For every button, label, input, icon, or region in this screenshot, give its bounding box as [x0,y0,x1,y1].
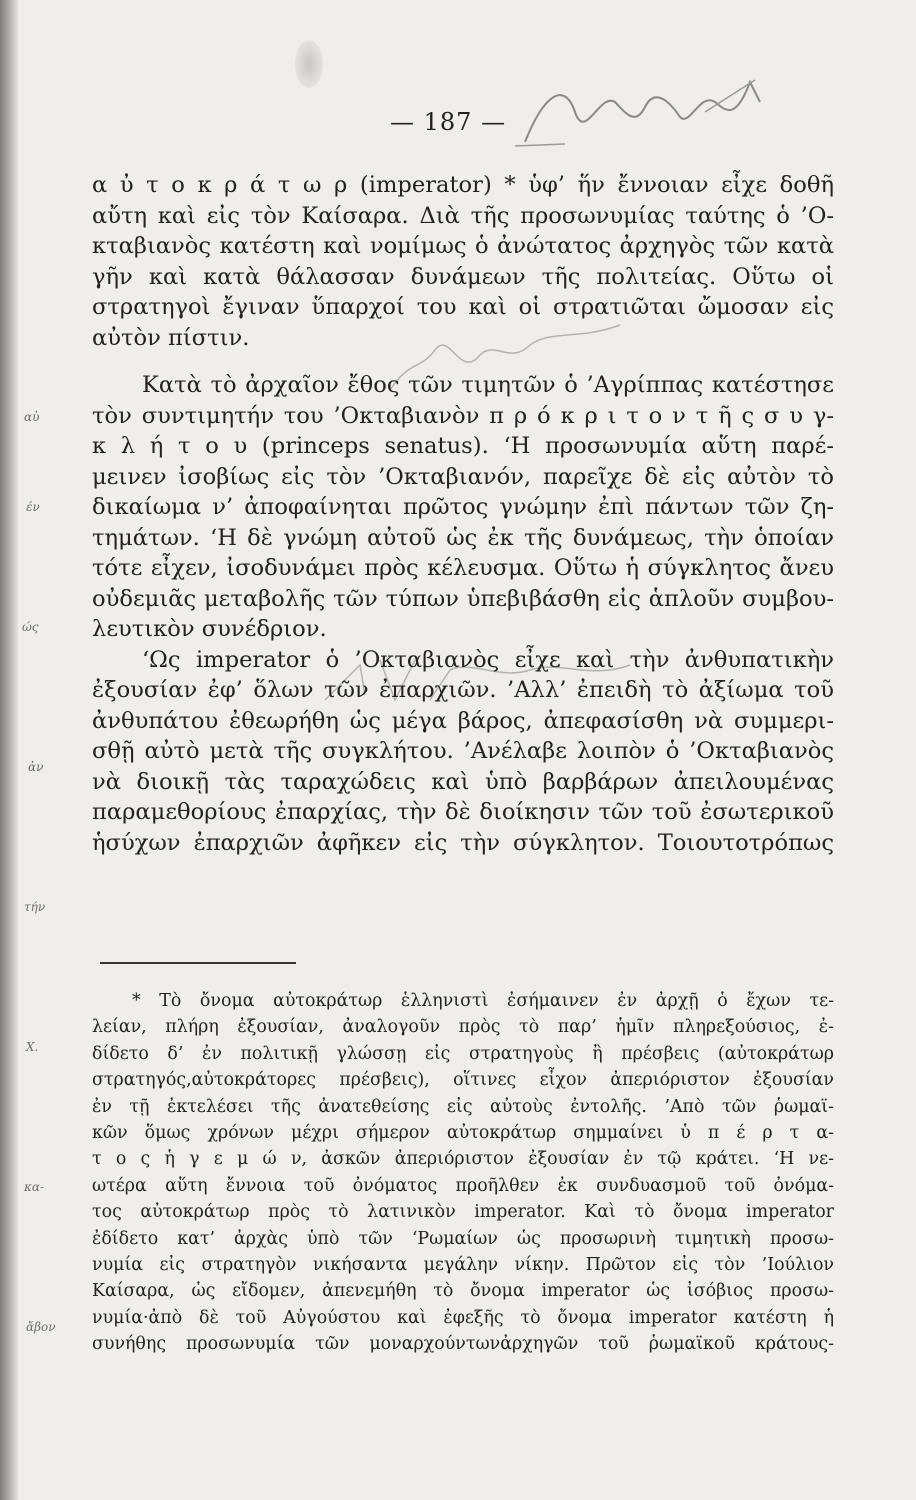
footnote-divider [100,962,296,964]
text-line: δικαίωμα ν’ ἀποφαίνηται πρῶτος γνώμην ἐπὶ πάντων τῶν ζη- [92,494,834,520]
text-line: μεινεν ἰσοβίως εἰς τὸν ’Οκταβιανόν, παρεῖχε δὲ εἰς αὐτὸν τὸ [92,463,834,490]
text-line: λευτικὸν συνέδριον. [92,616,327,642]
footnote-line: συνήθης προσωνυμία τῶν μοναρχούντωνἀρχηγῶν τοῦ ῥωμαϊκοῦ κράτους- [92,1334,834,1355]
text-line: κ λ ή τ ο υ (princeps senatus). ‘Η προσωνυμία αὕτη παρέ- [92,433,834,459]
footnote-line: ωτέρα αὕτη ἔννοια τοῦ ὀνόματος προῆλθεν ἐκ συνδυασμοῦ τοῦ ὀνόμα- [92,1175,834,1196]
footnote-line: δίδετο δ’ ἐν πολιτικῇ γλώσσῃ εἰς στρατηγοὺς ἢ πρέσβεις (αὐτοκράτωρ [92,1043,834,1064]
text-line: α ὐ τ ο κ ρ ά τ ω ρ (imperator) * ὑφ’ ἥν ἔννοιαν εἶχε δοθῆ [92,172,834,198]
footnote-line: κῶν ὅμως χρόνων μέχρι σήμερον αὐτοκράτωρ σημμαίνει ὑ π έ ρ τ α- [92,1123,834,1144]
text-line: γῆν καὶ κατὰ θάλασσαν δυνάμεων τῆς πολιτείας. Οὕτω οἱ [92,263,834,290]
text-line: κταβιανὸς κατέστη καὶ νομίμως ὁ ἀνώτατος ἀρχηγὸς τῶν κατὰ [92,233,834,259]
text-line: παραμεθορίους ἐπαρχίας, τὴν δὲ διοίκησιν τῶν τοῦ ἐσωτερικοῦ [92,799,834,825]
footnote-line: νυμία εἰς στρατηγὸν νικήσαντα μεγάλην νίκην. Πρῶτον εἰς τὸν ’Ιούλιον [92,1255,834,1276]
text-line: ἀνθυπάτου ἐθεωρήθη ὡς μέγα βάρος, ἀπεφασίσθη νὰ συμμερι- [92,707,834,734]
text-line: Κατὰ τὸ ἀρχαῖον ἔθος τῶν τιμητῶν ὁ ’Αγρίππας κατέστησε [142,372,834,398]
footnote-line: στρατηγός,αὐτοκράτορες πρέσβεις), οἵτινες εἶχον ἀπεριόριστον ἐξουσίαν [92,1070,834,1091]
text-line: τὸν συντιμητήν του ’Οκταβιανὸν π ρ ό κ ρ ι τ ο ν τ ῆ ς σ υ γ- [92,402,834,429]
text-line: οὐδεμιᾶς μεταβολῆς τῶν τύπων ὑπεβιβάσθη εἰς ἁπλοῦν συμβου- [92,585,834,612]
text-line: τημάτων. ‘Η δὲ γνώμη αὐτοῦ ὡς ἐκ τῆς δυνάμεως, τὴν ὁποίαν [92,524,834,551]
text-line: ἐξουσίαν ἐφ’ ὅλων τῶν ἐπαρχιῶν. ’Αλλ’ ἐπειδὴ τὸ ἀξίωμα τοῦ [92,677,834,703]
page-number: — 187 — [390,108,507,136]
footnote-line: Καίσαρα, ὡς εἴδομεν, ἀπενεμήθη τὸ ὄνομα imperator ὡς ἰσόβιος προσω- [92,1281,834,1302]
footnote-line: ἐδίδετο κατ’ ἀρχὰς ὑπὸ τῶν ‘Ρωμαίων ὡς προσωρινὴ τιμητικὴ προσω- [92,1228,834,1249]
text-line: τότε εἶχεν, ἰσοδυνάμει πρὸς κέλευσμα. Οὕτω ἡ σύγκλητος ἄνευ [92,555,834,581]
footnote-line: ἐν τῇ ἐκτελέσει τῆς ἀνατεθείσης εἰς αὐτοὺς ἐντολῆς. ’Απὸ τῶν ῥωμαϊ- [92,1096,834,1117]
text-line: αὔτη καὶ εἰς τὸν Καίσαρα. Διὰ τῆς προσωνυμίας ταύτης ὁ ’Ο- [92,202,834,229]
text-line: στρατηγοὶ ἔγιναν ὕπαρχοί του καὶ οἱ στρατιῶται ὤμοσαν εἰς [92,294,834,320]
page-stain [295,40,323,88]
footnote-line: * Τὸ ὄνομα αὐτοκράτωρ ἑλληνιστὶ ἐσήμαινεν ἐν ἀρχῇ ὁ ἔχων τε- [132,991,834,1011]
text-line: ἡσύχων ἐπαρχιῶν ἀφῆκεν εἰς τὴν σύγκλητον. Τοιουτοτρόπως [92,829,834,856]
footnote-line: τ ο ς ἡ γ ε μ ώ ν, ἀσκῶν ἀπεριόριστον ἐξουσίαν ἐν τῷ κράτει. ‘Η νε- [92,1149,834,1170]
footnote-line: νυμία·ἀπὸ δὲ τοῦ Αὐγούστου καὶ ἐφεξῆς τὸ ὄνομα imperator κατέστη ἡ [92,1307,834,1328]
footnote [92,988,834,1358]
binding-shadow [0,0,18,1500]
footnote-line: τος αὐτοκράτωρ πρὸς τὸ λατινικὸν imperator. Καὶ τὸ ὄνομα imperator [92,1202,834,1223]
pencil-scribble-signature [505,72,770,150]
text-line: σθῇ αὐτὸ μετὰ τῆς συγκλήτου. ’Ανέλαβε λοιπὸν ὁ ’Οκταβιανὸς [92,738,834,764]
text-line: ‘Ως imperator ὁ ’Οκταβιανὸς εἶχε καὶ τὴν ἀνθυπατικὴν [142,646,834,673]
main-text-body [92,170,834,858]
facing-page-bleed: αὐ έν ώς ἀν τήν Χ. κα- ἄβον [22,410,56,1334]
footnote-line: λείαν, πλήρη ἐξουσίαν, ἀναλογοῦν πρὸς τὸ παρ’ ἡμῖν πληρεξούσιος, ἐ- [92,1017,834,1038]
text-line: νὰ διοικῇ τὰς ταραχώδεις καὶ ὑπὸ βαρβάρων ἀπειλουμένας [92,768,834,795]
text-line: αὐτὸν πίστιν. [92,324,250,351]
